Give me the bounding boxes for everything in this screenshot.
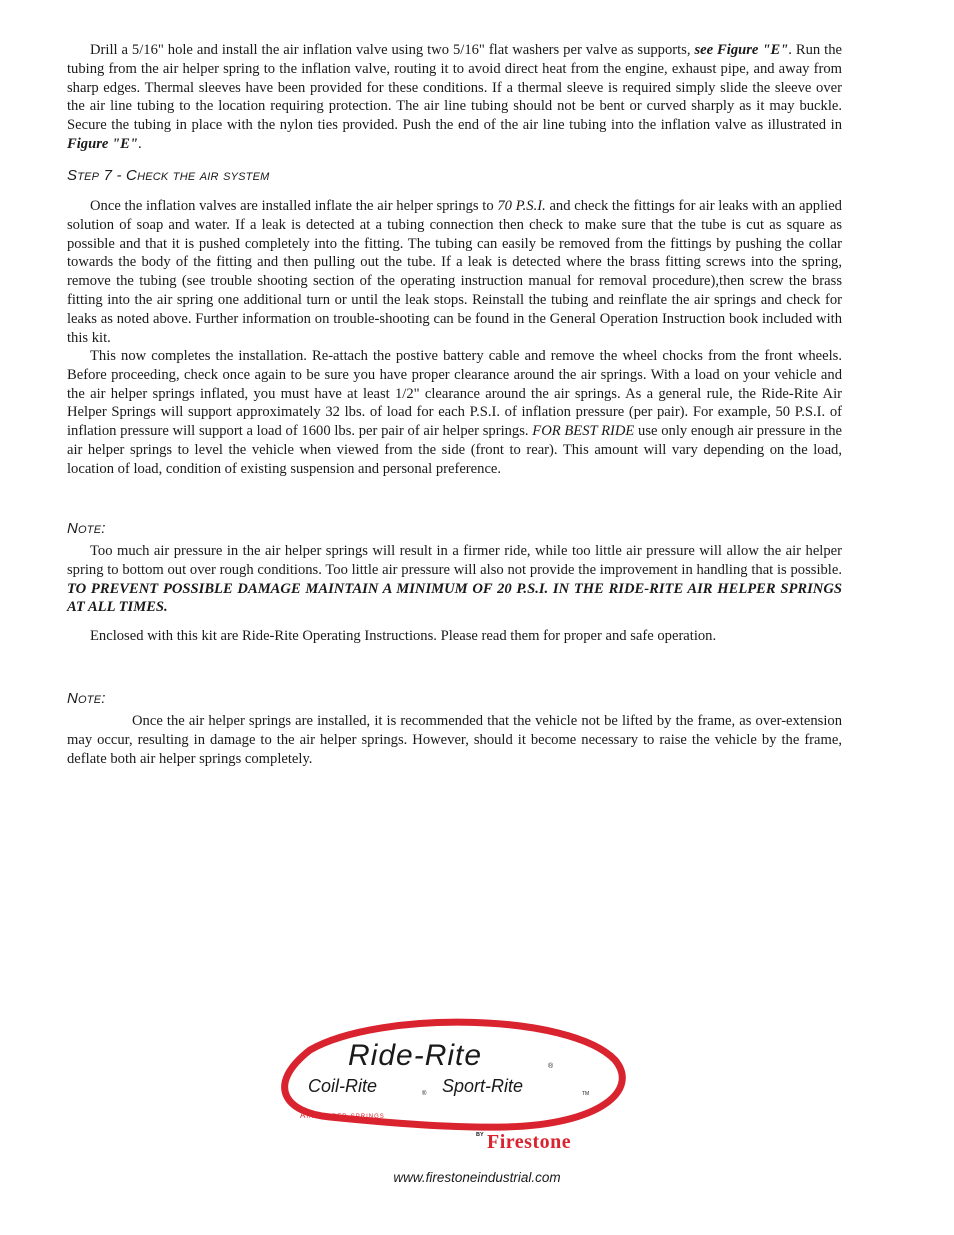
psi-value: 70 P.S.I. [497,198,546,214]
step7-paragraph-1 [67,197,842,347]
para-text: Drill a 5/16" hole and install the air inflation valve using two 5/16" flat washers per valve as supports, [90,42,695,58]
para-text: . Run the tubing from the air helper spring to the inflation valve, routing it to avoid direct heat from the engine, exhaust pipe, and away from sharp edges. Thermal sleeves have been provided for these conditions. If a thermal sleeve is required simply slide the sleeve over the air line tubing to the location requiring protection. The air line tubing should not be bent or curved sharply as it may buckle. Secure the tubing in place with the nylon ties provided. Push the end of the air line tubing into the inflation valve as illustrated in [67,42,842,134]
registered-mark: ® [548,1063,554,1070]
best-ride-emphasis: FOR BEST RIDE [532,423,635,440]
ride-rite-logo [270,1015,640,1160]
figure-reference: see Figure "E" [694,42,789,58]
figure-reference: Figure "E" [67,135,138,152]
step7-paragraph-2 [67,347,842,479]
para-text: This now completes the installation. Re-attach the postive battery cable and remove the wheel chocks from the front wheels. Before proceeding, check once again to be sure you have proper clearance around the air springs. With a load on your vehicle and the air helper springs inflated, you must have at least 1/2" clearance around the air springs. As a general rule, the Ride-Rite Air Helper Springs will support approximately 32 lbs. of load for each P.S.I. of inflation pressure (per pair). For example, 50 P.S.I. of inflation pressure will support a load of 1600 lbs. per pair of air helper springs. [67,348,842,440]
para-text: Too much air pressure in the air helper springs will result in a firmer ride, while too little air pressure will allow the air helper spring to bottom out over rough conditions. Too little air pressure will also not provide the improvement in handling that is possible. [67,543,842,578]
para-text: . [137,135,142,152]
enclosed-paragraph: Enclosed with this kit are Ride-Rite Operating Instructions. Please read them for proper and safe operation. [90,628,717,644]
para-text: Once the inflation valves are installed inflate the air helper springs to [90,198,498,214]
note2-paragraph: Once the air helper springs are installed, it is recommended that the vehicle not be lifted by the frame, as over-extension may occur, resulting in damage to the air helper springs. However, should it become necessary to raise the vehicle by the frame, deflate both air helper springs completely. [67,713,842,767]
by-label: BY [476,1132,484,1138]
ride-rite-wordmark: Ride-Rite [348,1039,483,1072]
note1-paragraph [67,542,842,617]
note1-heading: Note: [67,520,106,537]
trademark-mark: TM [582,1091,590,1097]
para-text: and check the fittings for air leaks with an applied solution of soap and water. If a leak is detected at a tubing connection then check to make sure that the tube is cut as square as possible and that it is pushed completely into the fitting. The tubing can easily be removed from the fittings by pushing the collar towards the body of the fitting and then pulling out the tube. If a leak is detected where the brass fitting screws into the spring, remove the tubing (see trouble shooting section of the operating instruction manual for removal procedure),then screw the brass fitting into the air spring one additional turn or until the leak stops. Reinstall the tubing and reinflate the air springs and check for leaks as noted above. Further information on trouble-shooting can be found in the General Operation Instruction book included with this kit. [67,198,842,346]
sport-rite-wordmark: Sport-Rite [442,1076,524,1096]
registered-mark: ® [422,1091,427,1097]
website-url[interactable]: www.firestoneindustrial.com [393,1170,561,1185]
installation-paragraph [67,41,842,154]
air-helper-springs-tagline: Air helper springs [300,1111,385,1120]
coil-rite-wordmark: Coil-Rite [308,1076,378,1096]
warning-text: TO PREVENT POSSIBLE DAMAGE MAINTAIN A MINIMUM OF 20 P.S.I. IN THE RIDE-RITE AIR HELPER SPRINGS AT ALL TIMES. [67,580,842,616]
firestone-wordmark: Firestone [487,1131,572,1153]
step7-heading: Step 7 - Check the air system [67,167,270,184]
para-text: use only enough air pressure in the air helper springs to level the vehicle when viewed from the side (front to rear). This amount will vary depending on the load, location of load, condition of existing suspension and personal preference. [67,423,842,477]
note2-heading: Note: [67,690,106,707]
